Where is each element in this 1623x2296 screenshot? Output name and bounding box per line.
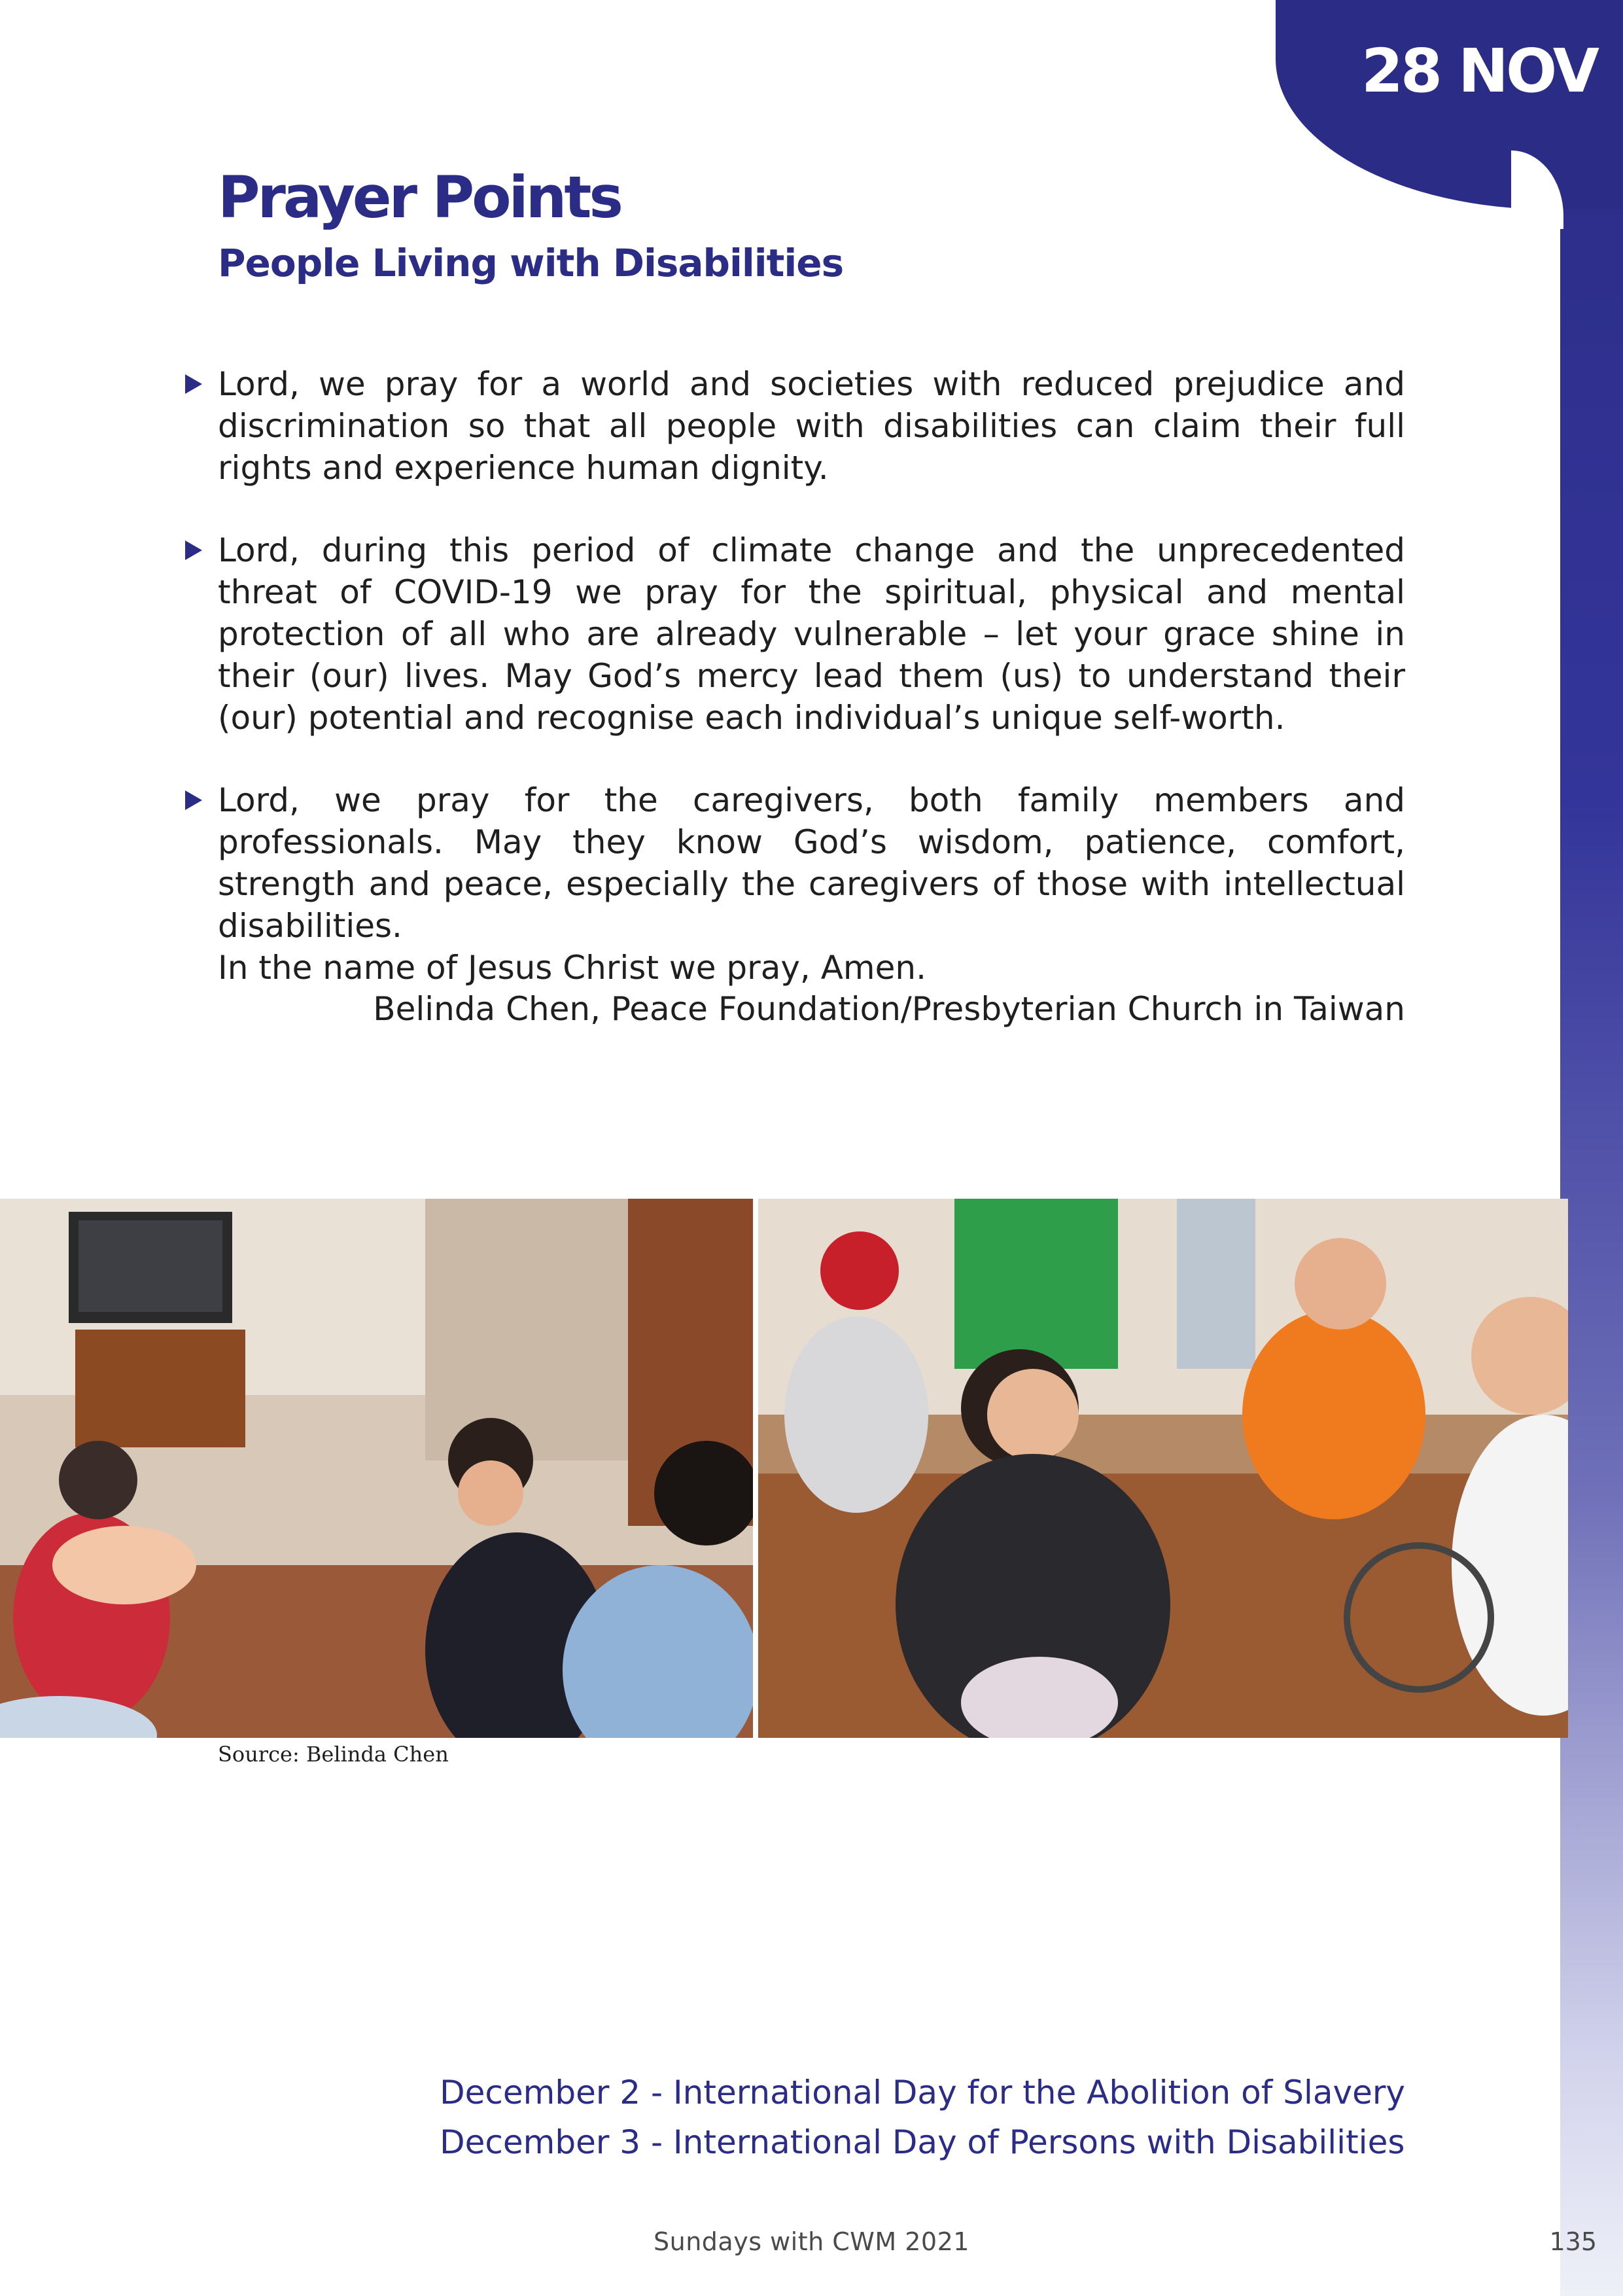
date-tab — [1276, 0, 1623, 209]
photo-left — [0, 1199, 753, 1738]
photo-source-credit: Source: Belinda Chen — [218, 1742, 449, 1767]
triangle-bullet-icon — [185, 540, 202, 560]
prayer-item — [185, 363, 1405, 489]
photo-right — [758, 1199, 1568, 1738]
prayer-item — [185, 529, 1405, 739]
photo-right-illustration — [758, 1199, 1568, 1738]
prayer-text: Lord, during this period of climate change and the unprecedented threat of COVID-19 we pray for the spiritual, physical and mental protection of all who are already vulnerable – let your grace shine in their (our) lives. May God’s mercy lead them (us) to understand their (our) potential and recognise each individual’s unique self-worth. — [218, 531, 1405, 737]
footer-publication: Sundays with CWM 2021 — [654, 2227, 969, 2256]
page-subtitle: People Living with Disabilities — [218, 241, 844, 285]
side-color-bar — [1560, 0, 1623, 2296]
prayer-author: Belinda Chen, Peace Foundation/Presbyterian Church in Taiwan — [373, 990, 1405, 1028]
triangle-bullet-icon — [185, 790, 202, 810]
observance-item: December 2 - International Day for the Abolition of Slavery — [440, 2074, 1405, 2111]
observance-item: December 3 - International Day of Persons with Disabilities — [440, 2123, 1405, 2161]
page-number: 135 — [1549, 2227, 1597, 2256]
photo-left-illustration — [0, 1199, 753, 1738]
prayer-text: Lord, we pray for a world and societies with reduced prejudice and discrimination so that all people with disabilities can claim their full rights and experience human dignity. — [218, 365, 1405, 487]
page-title: Prayer Points — [218, 164, 621, 231]
prayer-closing: In the name of Jesus Christ we pray, Amen. — [218, 949, 926, 987]
prayer-text: Lord, we pray for the caregivers, both family members and professionals. May they know God’s wisdom, patience, comfort, strength and peace, especially the caregivers of those with intellectual disabilities. — [218, 781, 1405, 945]
triangle-bullet-icon — [185, 374, 202, 394]
observance-dates — [440, 2068, 1405, 2167]
prayer-list — [185, 363, 1405, 1029]
date-label: 28 NOV — [1361, 36, 1597, 106]
prayer-item — [185, 779, 1405, 989]
photo-collage — [0, 1199, 1568, 1738]
